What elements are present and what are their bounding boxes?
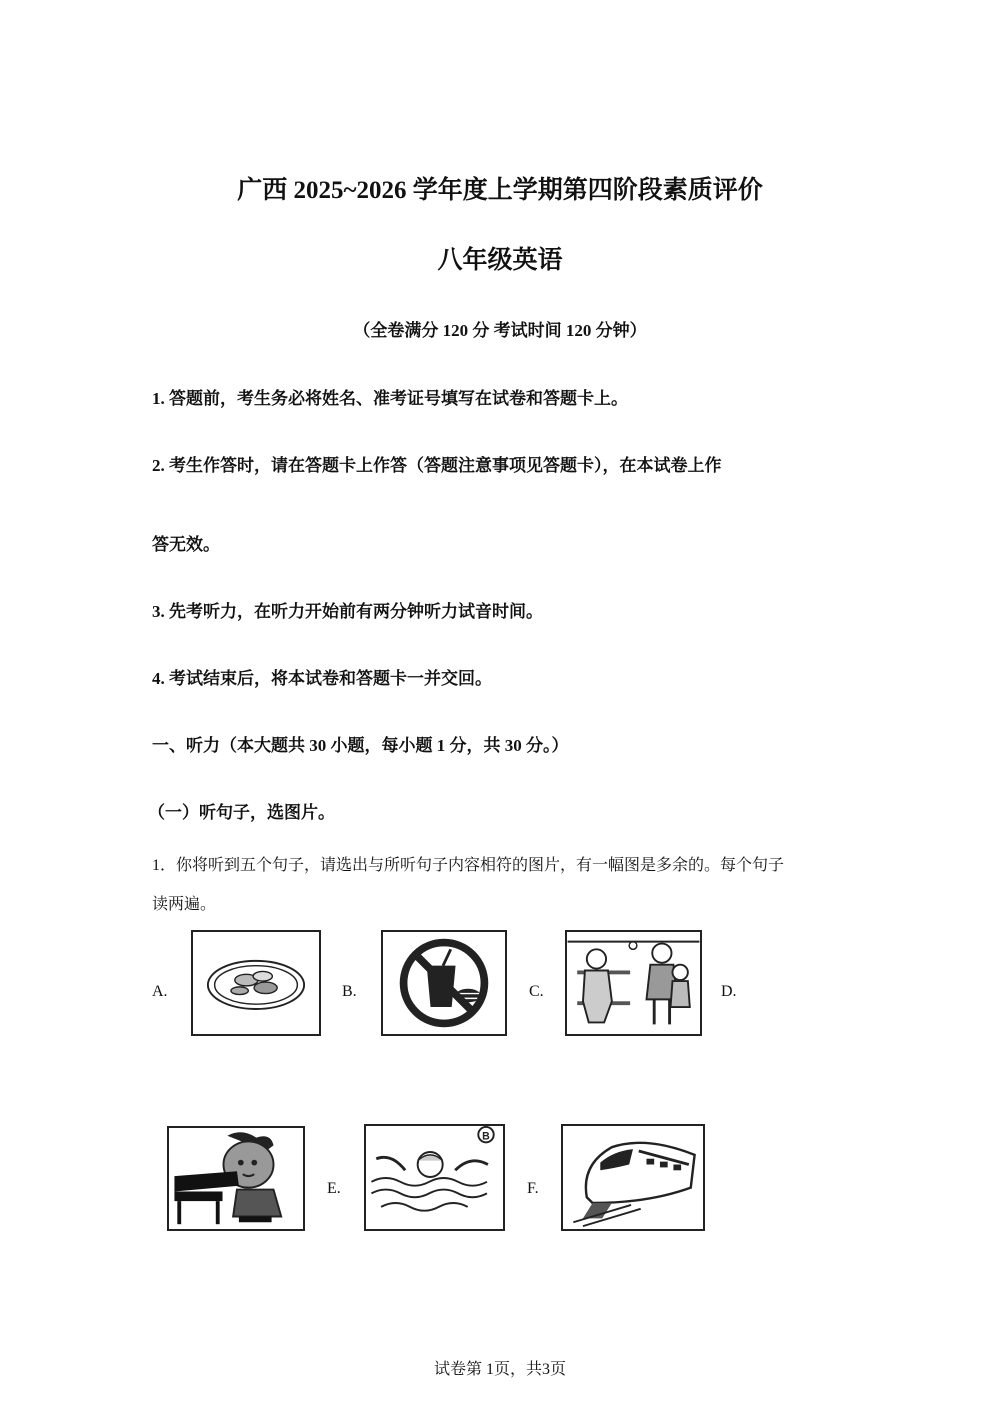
option-label-d: D.: [721, 983, 737, 1000]
people-on-bus-icon: [565, 930, 702, 1036]
page-footer: 试卷第 1页，共3页: [433, 1361, 566, 1378]
option-label-f: F.: [527, 1180, 539, 1197]
option-label-b: B.: [342, 983, 357, 1000]
plate-of-food-icon: [191, 930, 321, 1036]
instruction-2: 2. 考生作答时，请在答题卡上作答（答题注意事项见答题卡），在本试卷上作: [152, 456, 722, 475]
instruction-2-cont: 答无效。: [152, 535, 220, 554]
high-speed-train-icon: [561, 1124, 705, 1231]
section-heading: 一、听力（本大题共 30 小题，每小题 1 分，共 30 分。）: [152, 736, 569, 755]
swim-picture-mark: B: [482, 1130, 490, 1143]
option-label-c: C.: [529, 983, 544, 1000]
part-heading: （一）听句子，选图片。: [148, 803, 335, 822]
instruction-1: 1. 答题前，考生务必将姓名、准考证号填写在试卷和答题卡上。: [152, 389, 628, 408]
girl-playing-piano-icon: [167, 1126, 305, 1231]
boy-swimming-icon: [364, 1124, 505, 1231]
exam-title: 广西 2025~2026 学年度上学期第四阶段素质评价: [237, 177, 763, 204]
exam-info: （全卷满分 120 分 考试时间 120 分钟）: [353, 321, 647, 340]
question-text: 1．你将听到五个句子，请选出与所听句子内容相符的图片，有一幅图是多余的。每个句子: [152, 857, 785, 874]
option-label-e: E.: [327, 1180, 341, 1197]
instruction-3: 3. 先考听力，在听力开始前有两分钟听力试音时间。: [152, 602, 543, 621]
question-text-cont: 读两遍。: [152, 896, 217, 913]
no-food-drink-icon: [381, 930, 507, 1036]
subject-title: 八年级英语: [437, 247, 563, 274]
option-label-a: A.: [152, 983, 168, 1000]
instruction-4: 4. 考试结束后，将本试卷和答题卡一并交回。: [152, 669, 492, 688]
